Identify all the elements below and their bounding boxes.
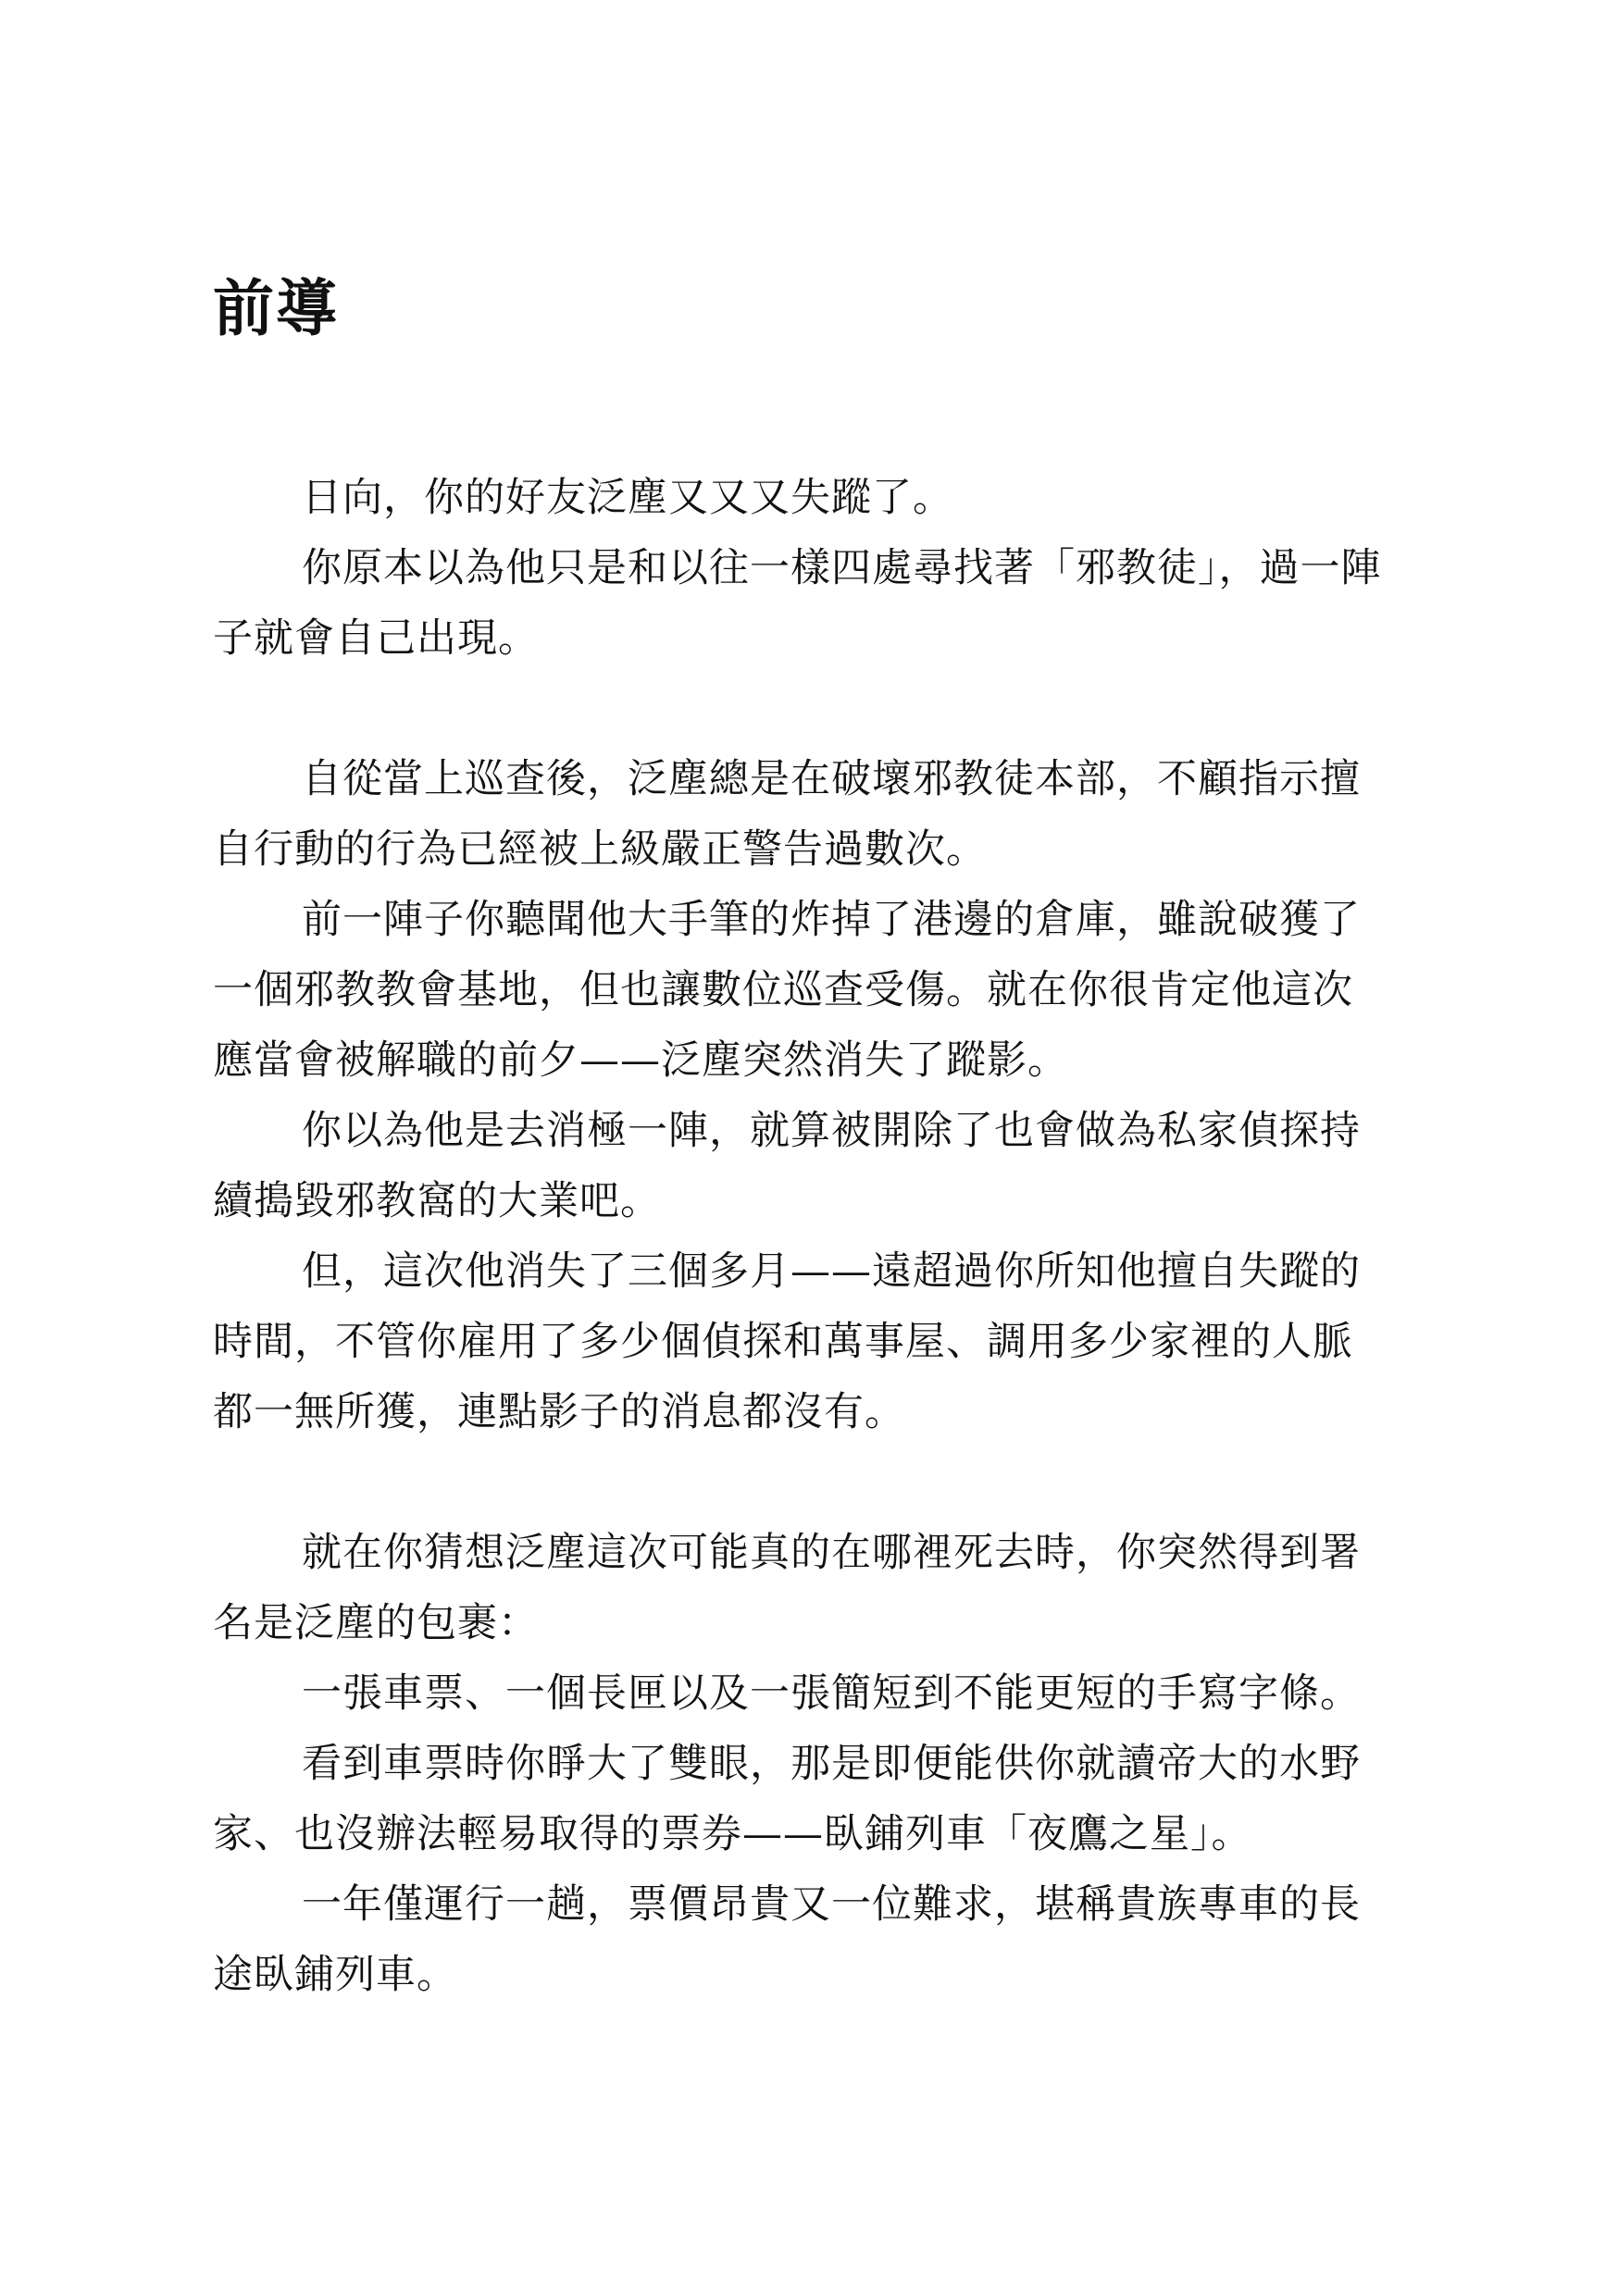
paragraph-gap — [213, 674, 1416, 744]
paragraph-5: 你以為他是去消極一陣，就算被開除了也會做為私家偵探持 續搗毀邪教窩的大業吧。 — [213, 1108, 1361, 1224]
paragraph-6: 但，這次他消失了三個多月——遠超過你所知他擅自失蹤的 時間，不管你雇用了多少個偵探和萬事屋、調用多少家裡的人脈 都一無所獲，連點影子的消息都沒有。 — [213, 1248, 1361, 1435]
paragraph-2: 你原本以為他只是和以往一樣四處尋找著「邪教徒」，過一陣 子就會自己出現。 — [213, 545, 1382, 662]
paragraph-gap — [213, 1447, 1416, 1518]
body-text — [213, 463, 1416, 2010]
paragraph-1: 日向，你的好友泛塵又又又失蹤了。 — [302, 475, 953, 521]
paragraph-9: 看到車票時你睜大了雙眼，那是即便能供你就讀帝大的水野 家、也沒辦法輕易取得的票券——臥鋪列車「夜鷹之星」。 — [213, 1741, 1361, 1857]
paragraph-4: 前一陣子你聽聞他大手筆的炸掉了港邊的倉庫，雖說破獲了 一個邪教教會基地，但也讓數位巡查受傷。就在你很肯定他這次 應當會被解職的前夕——泛塵突然消失了蹤影。 — [213, 897, 1361, 1084]
paragraph-7: 就在你猜想泛塵這次可能真的在哪裡死去時，你突然得到署 名是泛塵的包裹： — [213, 1530, 1361, 1646]
paragraph-3: 自從當上巡查後，泛塵總是在破壞邪教徒本部，不顧指示擅 自行動的行為已經被上級嚴正警告過數次。 — [213, 756, 1361, 873]
paragraph-8: 一張車票、一個長匣以及一張簡短到不能更短的手寫字條。 — [302, 1670, 1361, 1717]
page-title: 前導 — [213, 272, 339, 344]
paragraph-10: 一年僅運行一趟，票價昂貴又一位難求，堪稱貴族專車的長 途臥鋪列車。 — [213, 1881, 1361, 1998]
